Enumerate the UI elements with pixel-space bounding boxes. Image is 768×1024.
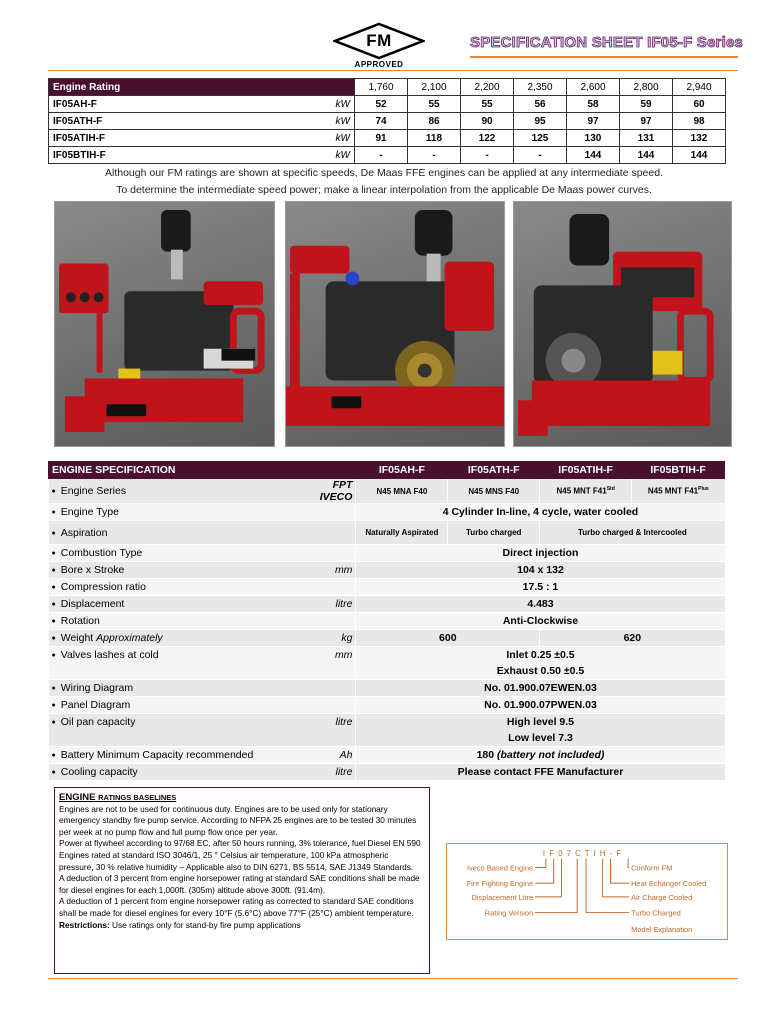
power-value: 55 (461, 96, 514, 113)
restrictions-text: Use ratings only for stand-by fire pump applications (112, 919, 301, 930)
aspiration-value: Turbo charged & Intercooled (540, 521, 725, 545)
spec-unit (304, 697, 356, 714)
rating-note-2: To determine the intermediate speed power; make a linear interpolation from the applicable De Maas power curves. (116, 184, 652, 196)
unit-label: kW (269, 96, 355, 113)
baselines-heading-small: RATINGS BASELINES (98, 793, 177, 802)
engine-illustration (55, 202, 274, 446)
engine-photo-rear (513, 201, 732, 447)
spec-unit (304, 521, 356, 545)
spec-label: ● Panel Diagram (49, 697, 304, 714)
code-left-label: Displacement Litre (471, 892, 534, 902)
spec-label: ● Rotation (49, 613, 304, 630)
spec-label: ● Bore x Stroke (49, 562, 304, 579)
baselines-heading (59, 792, 425, 804)
code-left-label: Fire Fighting Engine (466, 879, 534, 889)
power-value: 144 (567, 147, 620, 164)
spec-value: No. 01.900.07PWEN.03 (356, 697, 725, 714)
code-right-label: Conform FM (631, 863, 673, 873)
spec-value: 17.5 : 1 (356, 579, 725, 596)
spec-value (356, 747, 725, 764)
model-header: IF05AH-F (356, 462, 448, 479)
spec-value: 4.483 (356, 596, 725, 613)
footer-divider (48, 978, 738, 979)
power-value: - (461, 147, 514, 164)
power-value: 95 (514, 113, 567, 130)
power-value: - (408, 147, 461, 164)
header-divider (48, 70, 738, 71)
restrictions-label: Restrictions: (59, 919, 110, 930)
spec-row-rotation (49, 613, 725, 630)
spec-unit (304, 545, 356, 562)
unit-label: kW (269, 147, 355, 164)
code-left-label: Iveco Based Engine (466, 863, 534, 873)
table-row (49, 113, 726, 130)
model-explanation-caption: Model Explanation (631, 925, 693, 935)
spec-label: ● Valves lashes at cold (49, 647, 304, 680)
battery-note: (battery not included) (497, 749, 605, 761)
spec-header-label: ENGINE SPECIFICATION (49, 462, 356, 479)
rating-note-1: Although our FM ratings are shown at specific speeds, De Maas FFE engines can be applied at any intermediate speed. (105, 167, 663, 179)
table-row (49, 147, 726, 164)
spec-row-displacement (49, 596, 725, 613)
spec-unit (304, 579, 356, 596)
power-value: 60 (673, 96, 726, 113)
spec-value: No. 01.900.07EWEN.03 (356, 680, 725, 697)
engine-photo-front (54, 201, 275, 447)
rpm-cell: 2,200 (461, 79, 514, 96)
engine-specification-table (48, 461, 725, 781)
model-explanation-box (446, 843, 728, 940)
power-value: 91 (355, 130, 408, 147)
baselines-paragraph: A deduction of 1 percent from engine horsepower rating as corrected to standard SAE conditions shall be made for diesel engines for every 10°F (5.6°C) above 77°F (25°C) ambient temperature. (59, 896, 414, 918)
power-value: 97 (567, 113, 620, 130)
power-value: 125 (514, 130, 567, 147)
spec-value: 104 x 132 (356, 562, 725, 579)
oil-low-level: Low level 7.3 (508, 732, 573, 744)
spec-value: Direct injection (356, 545, 725, 562)
spec-label: ● Displacement (49, 596, 304, 613)
spec-unit: kg (304, 630, 356, 647)
spec-row-compression (49, 579, 725, 596)
spec-unit (304, 613, 356, 630)
power-value: 144 (620, 147, 673, 164)
model-name: IF05BTIH-F (49, 147, 269, 164)
model-name: IF05ATIH-F (49, 130, 269, 147)
rpm-cell: 1,760 (355, 79, 408, 96)
series-value (632, 479, 725, 504)
fm-approved-logo (333, 22, 425, 70)
spec-row-combustion (49, 545, 725, 562)
oil-high-level: High level 9.5 (506, 716, 575, 728)
weight-label-qualifier: Approximately (96, 632, 163, 644)
series-value: N45 MNA F40 (356, 479, 448, 504)
model-header: IF05ATH-F (448, 462, 540, 479)
spec-label: ● Aspiration (49, 521, 304, 545)
baselines-paragraph: Power at flywheel according to 97/68 EC, after 50 hours running, 3% tolerance, fuel Diesel EN 590 (59, 838, 421, 849)
spec-unit: mm (304, 562, 356, 579)
spec-value (356, 714, 725, 747)
power-value: 52 (355, 96, 408, 113)
model-name: IF05AH-F (49, 96, 269, 113)
power-value: 74 (355, 113, 408, 130)
ratings-baselines-box (54, 787, 430, 974)
spec-label: ● Combustion Type (49, 545, 304, 562)
weight-value: 620 (540, 630, 725, 647)
spec-header-row (49, 462, 725, 479)
series-superscript: Plus (698, 486, 709, 493)
baselines-restrictions (59, 920, 425, 932)
spec-value: Anti-Clockwise (356, 613, 725, 630)
aspiration-value: Naturally Aspirated (356, 521, 448, 545)
model-code: I F 0 7 C T I H - F (542, 848, 623, 858)
spec-unit: Ah (304, 747, 356, 764)
spec-label: ● Battery Minimum Capacity recommended (49, 747, 304, 764)
spec-unit: litre (304, 596, 356, 613)
baselines-paragraph: A deduction of 3 percent from engine horsepower rating at standard SAE conditions shall be made for diesel engines for each 1,000ft. (305m) altitude above 300ft. (91.4m). (59, 873, 420, 895)
model-header: IF05BTIH-F (632, 462, 725, 479)
rpm-cell: 2,100 (408, 79, 461, 96)
logo-subtext: APPROVED (354, 60, 404, 69)
spec-unit: litre (304, 714, 356, 747)
power-value: - (355, 147, 408, 164)
spec-label: ● Wiring Diagram (49, 680, 304, 697)
spec-label: ● Cooling capacity (49, 764, 304, 781)
logo-text: FM (366, 31, 392, 50)
code-left-label: Rating Version (484, 908, 534, 918)
spec-row-wiring (49, 680, 725, 697)
power-value: 118 (408, 130, 461, 147)
page-title: SPECIFICATION SHEET IF05-F Series (470, 34, 744, 51)
spec-value: 4 Cylinder In-line, 4 cycle, water cooled (356, 504, 725, 521)
spec-label (49, 630, 304, 647)
power-value: 131 (620, 130, 673, 147)
spec-label: ● Engine Type (49, 504, 304, 521)
unit-label: kW (269, 113, 355, 130)
engine-illustration (286, 202, 504, 446)
power-value: 56 (514, 96, 567, 113)
baselines-paragraph: Engines are not to be used for continuous duty. Engines are to be used only for stationary emergency standby fire pump service. According to NFPA 25 engines are to be tested 30 minutes per week at no pump flow and full pump flow once per year. (59, 803, 417, 837)
weight-value: 600 (356, 630, 540, 647)
power-value: 122 (461, 130, 514, 147)
series-value: N45 MNS F40 (448, 479, 540, 504)
power-value: 59 (620, 96, 673, 113)
code-right-label: Turbo Charged (631, 908, 681, 918)
spec-row-panel (49, 697, 725, 714)
valves-inlet: Inlet 0.25 ±0.5 (506, 649, 575, 661)
unit-label: kW (269, 130, 355, 147)
table-row (49, 130, 726, 147)
weight-label: Weight (60, 632, 94, 644)
code-right-label: Air Charge Cooled (631, 892, 693, 902)
spec-unit (304, 680, 356, 697)
rating-header-row (49, 79, 726, 96)
model-explanation-diagram (447, 844, 727, 939)
spec-row-valves (49, 647, 725, 680)
spec-label: ● Oil pan capacity (49, 714, 304, 747)
power-value: 97 (620, 113, 673, 130)
valves-exhaust: Exhaust 0.50 ±0.5 (496, 665, 585, 677)
series-value-text: N45 MNT F41 (556, 486, 607, 496)
power-value: 86 (408, 113, 461, 130)
model-name: IF05ATH-F (49, 113, 269, 130)
spec-value: Please contact FFE Manufacturer (356, 764, 725, 781)
baselines-heading-main: ENGINE (59, 792, 96, 803)
rpm-cell: 2,940 (673, 79, 726, 96)
spec-row-weight (49, 630, 725, 647)
battery-value: 180 (476, 749, 495, 761)
series-value-text: N45 MNT F41 (647, 486, 699, 496)
spec-unit: litre (304, 764, 356, 781)
spec-value (356, 647, 725, 680)
rpm-cell: 2,600 (567, 79, 620, 96)
code-right-label: Heat Echanger Cooled (631, 879, 707, 889)
engine-photo-side (285, 201, 505, 447)
series-value (540, 479, 632, 504)
power-value: 55 (408, 96, 461, 113)
spec-row-battery (49, 747, 725, 764)
table-row (49, 96, 726, 113)
power-value: 132 (673, 130, 726, 147)
power-value: 144 (673, 147, 726, 164)
spec-row-aspiration (49, 521, 725, 545)
spec-unit (304, 504, 356, 521)
rating-header-label: Engine Rating (49, 79, 355, 96)
spec-row-oil-pan (49, 714, 725, 747)
spec-unit: mm (304, 647, 356, 680)
spec-row-bore-stroke (49, 562, 725, 579)
spec-row-cooling (49, 764, 725, 781)
spec-label: ● Compression ratio (49, 579, 304, 596)
power-value: 58 (567, 96, 620, 113)
title-underline (470, 56, 738, 58)
engine-illustration (514, 202, 731, 446)
power-value: 130 (567, 130, 620, 147)
model-header: IF05ATIH-F (540, 462, 632, 479)
power-value: 98 (673, 113, 726, 130)
engine-rating-table (48, 78, 726, 164)
baselines-paragraph: Engines rated at standard ISO 3046/1, 25 ° Celsius air temperature, 100 kPa atmospheric pressure, 30 % relative humidity – Applicable also to DIN 6271, BS 5514, SAE J1349 Standards. (59, 849, 414, 872)
rpm-cell: 2,350 (514, 79, 567, 96)
series-superscript: Std (606, 486, 615, 493)
spec-unit: FPT IVECO (304, 479, 356, 504)
rpm-cell: 2,800 (620, 79, 673, 96)
spec-row-engine-type (49, 504, 725, 521)
power-value: - (514, 147, 567, 164)
aspiration-value: Turbo charged (448, 521, 540, 545)
spec-label: ● Engine Series (49, 479, 304, 504)
spec-row-engine-series (49, 479, 725, 504)
power-value: 90 (461, 113, 514, 130)
